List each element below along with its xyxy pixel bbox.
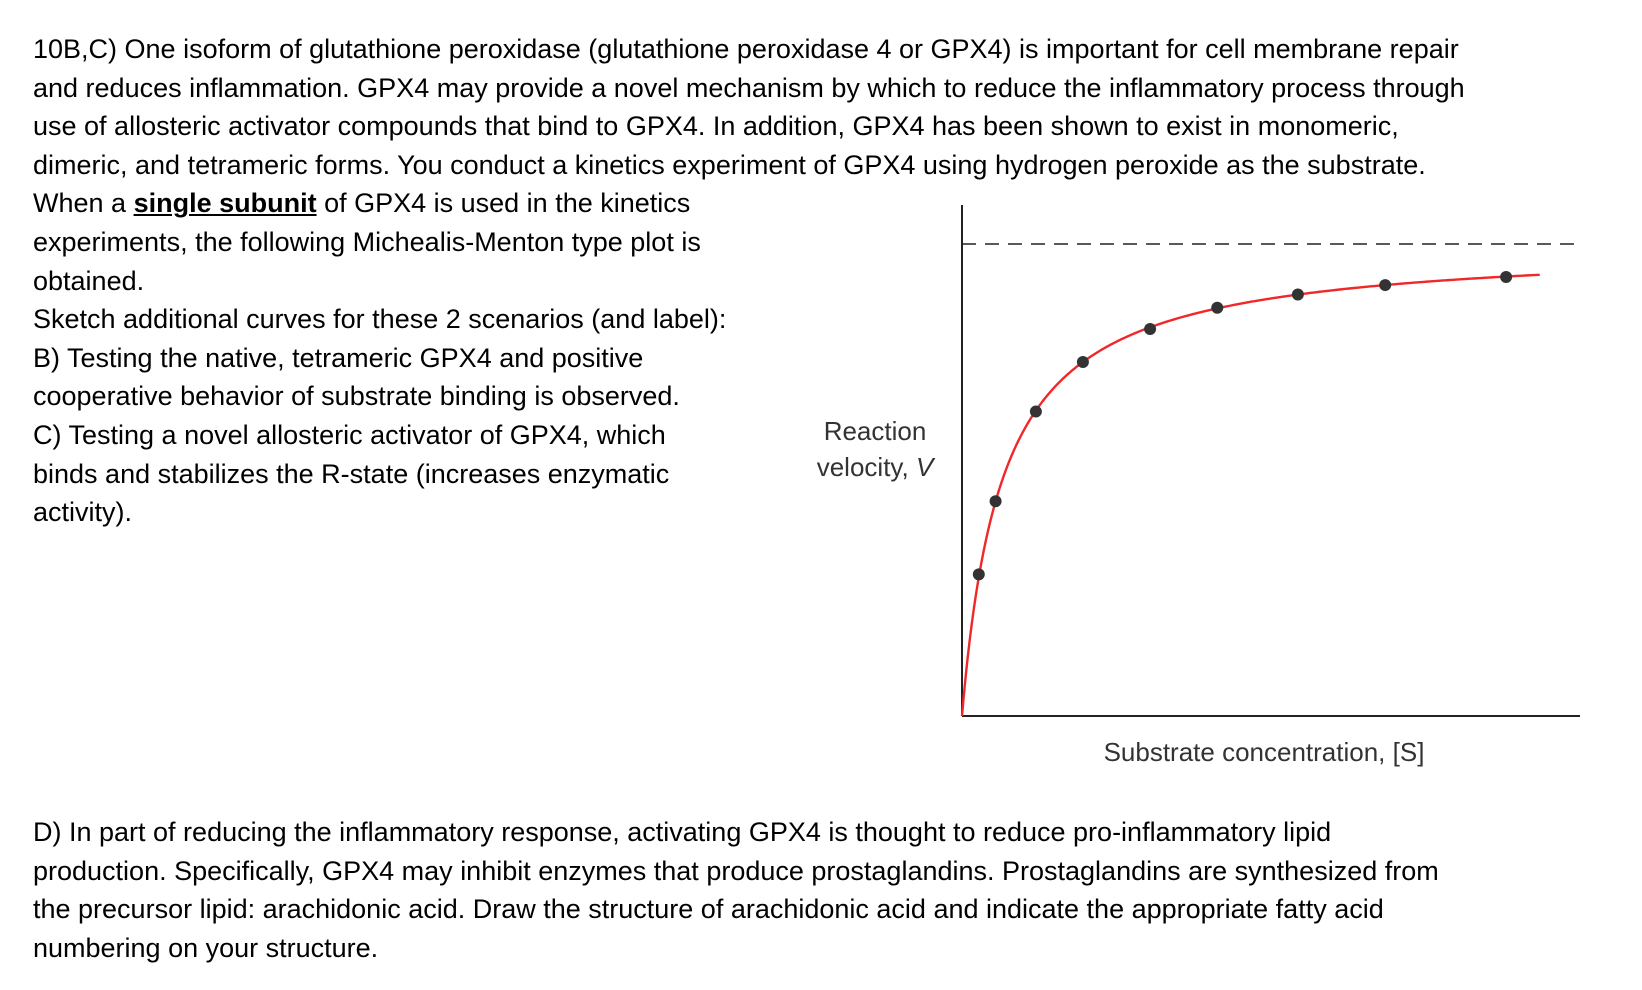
- part-d-line-3: the precursor lipid: arachidonic acid. Draw the structure of arachidonic acid and indicate the appropriate fatty acid: [33, 894, 1384, 925]
- y-axis-label-text: velocity,: [816, 452, 916, 482]
- plot-marks: [962, 271, 1540, 716]
- part-d-line-2: production. Specifically, GPX4 may inhibit enzymes that produce prostaglandins. Prostaglandins are synthesized from: [33, 855, 1439, 886]
- when-suffix: of GPX4 is used in the kinetics: [316, 188, 691, 219]
- data-point: [1144, 323, 1156, 335]
- data-point: [1030, 406, 1042, 418]
- data-point: [1077, 356, 1089, 368]
- intro-line-1: 10B,C) One isoform of glutathione peroxidase (glutathione peroxidase 4 or GPX4) is important for cell membrane repair: [33, 34, 1459, 64]
- intro-line-4: dimeric, and tetrameric forms. You conduct a kinetics experiment of GPX4 using hydrogen peroxide as the substrate.: [33, 149, 1426, 180]
- left-line-3: Sketch additional curves for these 2 scenarios (and label):: [33, 304, 727, 335]
- saturation-curve: [962, 275, 1540, 716]
- single-subunit-emphasis: single subunit: [133, 188, 317, 219]
- intro-line-3: use of allosteric activator compounds that bind to GPX4. In addition, GPX4 has been shown to exist in monomeric,: [33, 111, 1399, 142]
- left-line-8: activity).: [33, 497, 133, 528]
- x-axis-label: Substrate concentration, [S]: [1103, 737, 1425, 767]
- left-line-6: C) Testing a novel allosteric activator of GPX4, which: [33, 419, 666, 450]
- part-d-line-1: D) In part of reducing the inflammatory response, activating GPX4 is thought to reduce pro-inflammatory lipid: [33, 817, 1332, 847]
- data-point: [1379, 279, 1391, 291]
- intro-line-2: and reduces inflammation. GPX4 may provide a novel mechanism by which to reduce the inflammatory process through: [33, 72, 1465, 103]
- left-line-5: cooperative behavior of substrate binding is observed.: [33, 381, 680, 412]
- data-point: [1292, 289, 1304, 301]
- plot-axes: [962, 205, 1580, 716]
- left-line-7: binds and stabilizes the R-state (increases enzymatic: [33, 458, 670, 489]
- y-axis-label-line2: [817, 452, 936, 482]
- y-axis-label-var: V: [915, 452, 934, 482]
- left-line-2: obtained.: [33, 265, 145, 296]
- y-axis-label-line1: Reaction: [823, 416, 927, 446]
- question-text-part-d: [33, 813, 1439, 967]
- data-point: [973, 568, 985, 580]
- left-line-1: experiments, the following Michealis-Menton type plot is: [33, 226, 701, 257]
- left-line-4: B) Testing the native, tetrameric GPX4 and positive: [33, 342, 644, 373]
- data-point: [1500, 271, 1512, 283]
- part-d-line-4: numbering on your structure.: [33, 932, 379, 963]
- data-point: [990, 495, 1002, 507]
- when-prefix: When a: [33, 188, 134, 219]
- data-point: [1211, 302, 1223, 314]
